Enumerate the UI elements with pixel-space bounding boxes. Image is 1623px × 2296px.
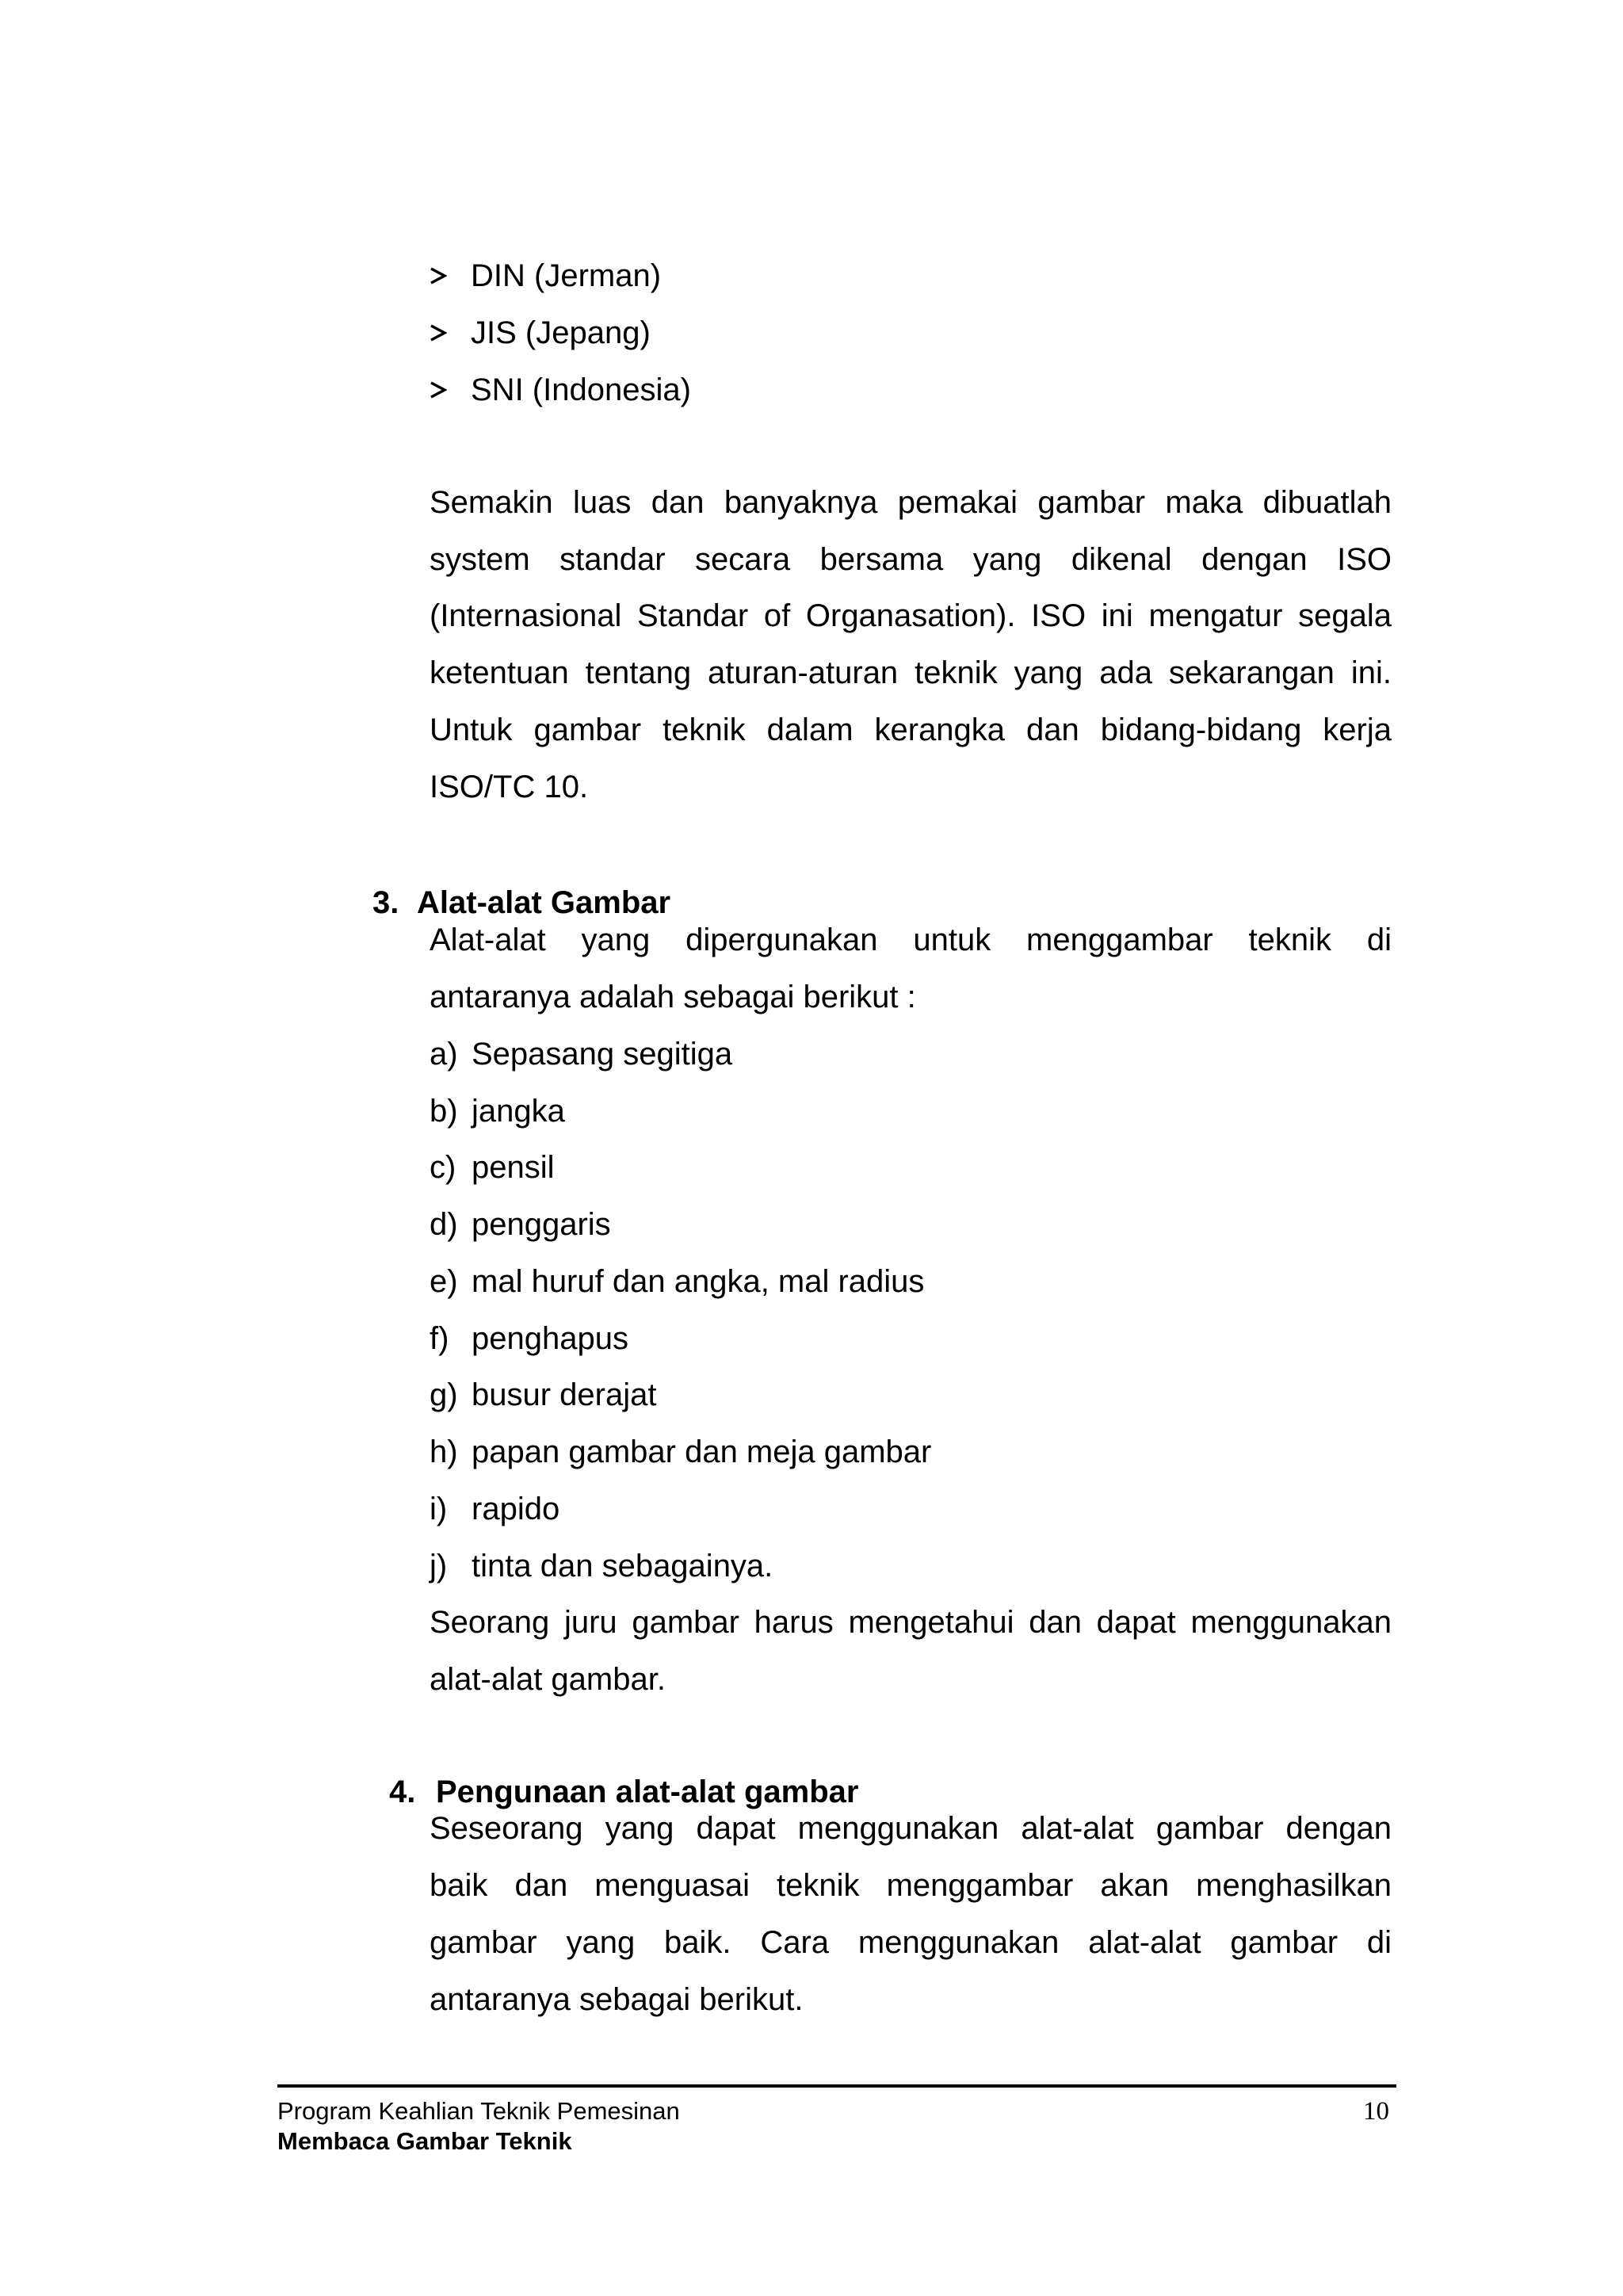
arrowhead-bullet-icon [430,381,447,399]
list-item-text: rapido [472,1492,560,1526]
list-item-label: e) [430,1264,458,1299]
bullet-item [430,314,747,352]
section-number: 4. [389,1775,416,1809]
list-item-label: i) [430,1492,448,1526]
list-item-text: penggaris [472,1207,611,1242]
paragraph-line: system standar secara bersama yang dikenal dengan ISO [430,542,1392,577]
footer-subject: Membaca Gambar Teknik [277,2127,572,2155]
list-item-label: b) [430,1094,458,1129]
standard-label: JIS (Jepang) [471,315,651,350]
list-item-text: papan gambar dan meja gambar [472,1435,932,1469]
paragraph-line: baik dan menguasai teknik menggambar akan menghasilkan [430,1868,1392,1903]
paragraph-line: (Internasional Standar of Organasation). ISO ini mengatur segala [430,598,1392,633]
arrowhead-bullet-icon [430,267,447,285]
footer-divider [277,2084,1396,2088]
list-item-text: pensil [472,1150,555,1185]
list-item-label: g) [430,1377,458,1412]
list-item-text: jangka [472,1094,565,1129]
paragraph-line: Semakin luas dan banyaknya pemakai gambar maka dibuatlah [430,485,1392,520]
list-item [430,1148,1064,1186]
paragraph-line: antaranya sebagai berikut. [430,1982,804,2017]
section-title: Pengunaan alat-alat gambar [436,1775,859,1809]
paragraph-line: Seseorang yang dapat menggunakan alat-alat gambar dengan [430,1811,1392,1846]
list-item [430,1433,1064,1471]
paragraph-line: ketentuan tentang aturan-aturan teknik yang ada sekarangan ini. [430,655,1392,690]
section-title: Alat-alat Gambar [417,885,671,920]
list-item-text: mal huruf dan angka, mal radius [472,1264,925,1299]
list-item-text: Sepasang segitiga [472,1037,733,1072]
paragraph-line: antaranya adalah sebagai berikut : [430,980,916,1014]
arrowhead-bullet-icon [430,324,447,342]
list-item [430,1035,1064,1073]
standard-label: DIN (Jerman) [471,258,662,293]
list-item-label: d) [430,1207,458,1242]
paragraph-line: gambar yang baik. Cara menggunakan alat-alat gambar di [430,1925,1392,1960]
footer-program: Program Keahlian Teknik Pemesinan [277,2097,680,2125]
paragraph-line: Seorang juru gambar harus mengetahui dan dapat menggunakan [430,1605,1392,1640]
list-item-label: j) [430,1549,448,1584]
section-number: 3. [372,885,399,920]
paragraph-line: Untuk gambar teknik dalam kerangka dan bidang-bidang kerja [430,712,1392,747]
paragraph-line: ISO/TC 10. [430,770,589,804]
list-item [430,1263,1064,1301]
list-item [430,1490,1064,1528]
paragraph-line: alat-alat gambar. [430,1662,666,1697]
list-item [430,1320,1064,1358]
list-item [430,1205,1064,1244]
list-item-text: busur derajat [472,1377,657,1412]
list-item-label: c) [430,1150,456,1185]
paragraph-line: Alat-alat yang dipergunakan untuk menggambar teknik di [430,923,1392,957]
page-number: 10 [1363,2097,1389,2126]
bullet-item [430,371,747,409]
list-item-text: tinta dan sebagainya. [472,1549,773,1584]
list-item-label: f) [430,1321,449,1356]
list-item [430,1092,1064,1130]
list-item-label: h) [430,1435,458,1469]
list-item-label: a) [430,1037,458,1072]
list-item [430,1376,1064,1414]
standard-label: SNI (Indonesia) [471,372,691,407]
bullet-item [430,257,747,295]
list-item [430,1547,1064,1585]
list-item-text: penghapus [472,1321,628,1356]
